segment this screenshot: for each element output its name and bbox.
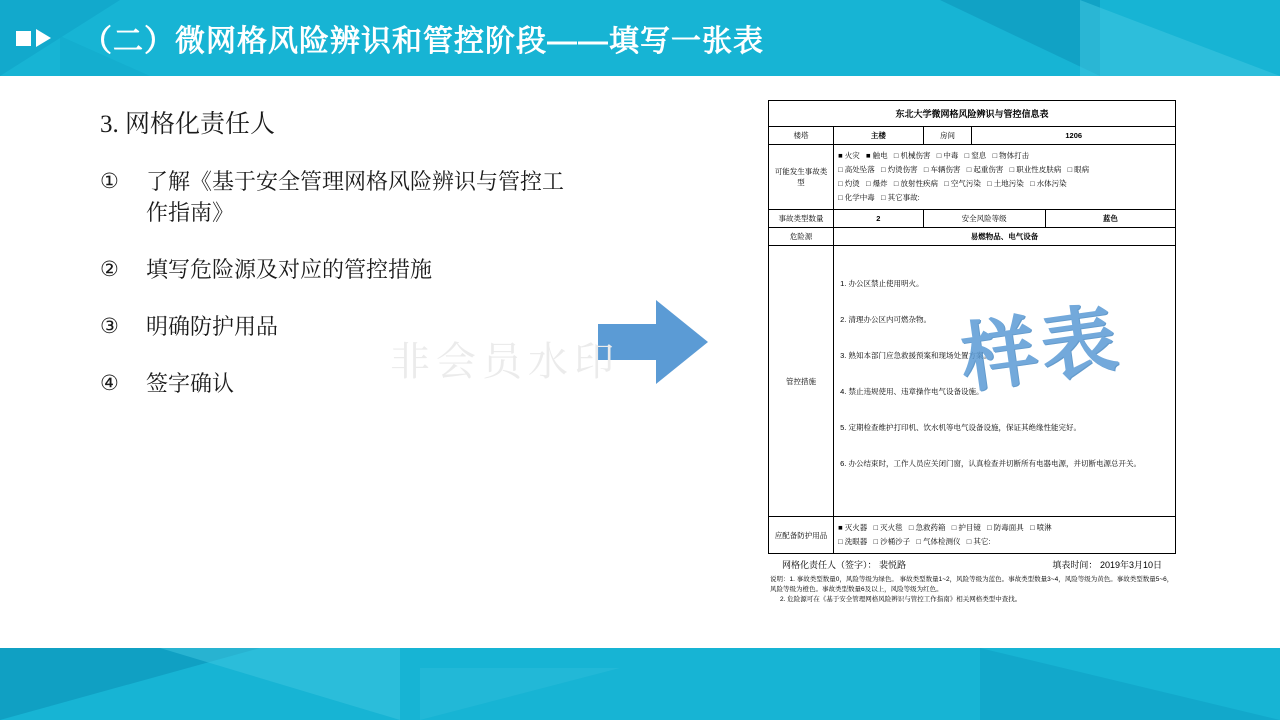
checkbox-water-pollution[interactable]: □ 水体污染 bbox=[1030, 179, 1067, 188]
accident-row-4 bbox=[838, 192, 1171, 204]
checkbox-ppe-other[interactable]: □ 其它: bbox=[966, 537, 991, 546]
checkbox-object-strike[interactable]: □ 物体打击 bbox=[992, 151, 1030, 160]
risk-info-table bbox=[768, 100, 1176, 554]
table-row bbox=[769, 210, 1176, 228]
room-value: 1206 bbox=[972, 127, 1176, 145]
accident-row-3 bbox=[838, 178, 1171, 190]
list-item-label: 了解《基于安全管理网格风险辨识与管控工作指南》 bbox=[146, 169, 565, 225]
checkbox-first-aid-kit[interactable]: □ 急救药箱 bbox=[908, 523, 946, 532]
list-item bbox=[100, 166, 580, 228]
checkbox-vehicle[interactable]: □ 车辆伤害 bbox=[923, 165, 961, 174]
measure-item-5: 5. 定期检查维护打印机、饮水机等电气设备设施，保证其绝缘性能完好。 bbox=[840, 423, 1081, 432]
header-polygon-2 bbox=[940, 0, 1100, 76]
checkbox-lifting[interactable]: □ 起重伤害 bbox=[966, 165, 1004, 174]
signature-value: 裴悦路 bbox=[879, 560, 907, 570]
date-value: 2019年3月10日 bbox=[1099, 560, 1162, 570]
arrow-head bbox=[656, 300, 708, 384]
checkbox-sand-bucket[interactable]: □ 沙桶沙子 bbox=[873, 537, 911, 546]
accident-count-value: 2 bbox=[834, 210, 924, 228]
checkbox-fall[interactable]: □ 高处坠落 bbox=[838, 165, 875, 174]
list-item-label: 填写危险源及对应的管控措施 bbox=[146, 257, 433, 282]
checkbox-shower[interactable]: □ 喷淋 bbox=[1030, 523, 1052, 532]
footer-polygon-3 bbox=[980, 648, 1280, 720]
checkbox-eye-wash[interactable]: □ 洗眼器 bbox=[838, 537, 868, 546]
checkbox-air-pollution[interactable]: □ 空气污染 bbox=[944, 179, 981, 188]
checkbox-suffocate[interactable]: □ 窒息 bbox=[964, 151, 987, 160]
ppe-label: 应配备防护用品 bbox=[769, 517, 834, 554]
play-triangle-icon bbox=[36, 29, 51, 47]
table-row bbox=[769, 228, 1176, 246]
table-row bbox=[769, 145, 1176, 210]
checkbox-burn-injury[interactable]: □ 灼烫伤害 bbox=[881, 165, 918, 174]
list-item-number: ④ bbox=[100, 371, 119, 395]
checkbox-explosion[interactable]: □ 爆炸 bbox=[866, 179, 888, 188]
measure-item-1: 1. 办公区禁止使用明火。 bbox=[840, 279, 924, 288]
form-table-container bbox=[768, 100, 1176, 605]
slide-footer-band bbox=[0, 648, 1280, 720]
checkbox-fire[interactable]: ■ 火灾 bbox=[838, 151, 860, 160]
measure-item-6: 6. 办公结束时，工作人员应关闭门窗，认真检查并切断所有电器电源，并切断电源总开关。 bbox=[840, 459, 1141, 468]
signature-row bbox=[768, 558, 1176, 571]
header-polygon-3 bbox=[1080, 0, 1280, 76]
checkbox-skin-disease[interactable]: □ 职业性皮肤病 bbox=[1009, 165, 1062, 174]
risk-level-value: 蓝色 bbox=[1045, 210, 1175, 228]
table-row bbox=[769, 517, 1176, 554]
sample-stamp-text: 样表 bbox=[955, 297, 1127, 403]
control-measures-label: 管控措施 bbox=[769, 246, 834, 517]
note-line-1: 说明：1. 事故类型数量0，风险等级为绿色。 事故类型数量1~2，风险等级为蓝色。事故类型数量3~4，风险等级为黄色。事故类型数量5~6，风险等级为橙色。事故类型数量6及以上，风险等级为红色。 bbox=[770, 576, 1174, 593]
signature-block bbox=[782, 558, 906, 571]
checkbox-gas-mask[interactable]: □ 防毒面具 bbox=[987, 523, 1024, 532]
footer-polygon-2 bbox=[160, 648, 400, 720]
accident-count-label: 事故类型数量 bbox=[769, 210, 834, 228]
list-item-label: 签字确认 bbox=[146, 371, 235, 396]
checkbox-eye-disease[interactable]: □ 眼病 bbox=[1067, 165, 1090, 174]
ppe-checklist bbox=[834, 517, 1176, 554]
page-title: （二）微网格风险辨识和管控阶段——填写一张表 bbox=[82, 25, 764, 58]
building-label: 楼塔 bbox=[769, 127, 834, 145]
measure-item-4: 4. 禁止违规使用、违章操作电气设备设施。 bbox=[840, 387, 984, 396]
accident-row-1 bbox=[838, 150, 1171, 162]
accident-type-label: 可能发生事故类型 bbox=[769, 145, 834, 210]
table-row bbox=[769, 246, 1176, 517]
section-lead: 3. 网格化责任人 bbox=[100, 111, 276, 138]
room-label: 房间 bbox=[923, 127, 972, 145]
risk-level-label: 安全风险等级 bbox=[923, 210, 1045, 228]
date-label: 填表时间： bbox=[1052, 560, 1098, 570]
list-item-label: 明确防护用品 bbox=[146, 314, 279, 339]
table-notes bbox=[768, 575, 1176, 605]
table-row bbox=[769, 127, 1176, 145]
table-row bbox=[769, 101, 1176, 127]
list-item bbox=[100, 254, 580, 285]
building-value: 主楼 bbox=[834, 127, 924, 145]
ppe-row-1 bbox=[838, 522, 1171, 534]
control-measures-value bbox=[834, 246, 1176, 517]
measure-item-3: 3. 熟知本部门应急救援预案和现场处置方案。 bbox=[840, 351, 991, 360]
list-item-number: ① bbox=[100, 169, 119, 193]
list-item-number: ② bbox=[100, 257, 119, 281]
checkbox-chemical-poison[interactable]: □ 化学中毒 bbox=[838, 193, 875, 202]
square-icon bbox=[16, 31, 31, 46]
signature-label: 网格化责任人（签字）： bbox=[782, 560, 877, 570]
checkbox-scald[interactable]: □ 灼烫 bbox=[838, 179, 860, 188]
checkbox-goggles[interactable]: □ 护目镜 bbox=[951, 523, 981, 532]
note-line-2: 2. 危险源可在《基于安全管理网格风险辨识与管控工作指南》相关网格类型中查找。 bbox=[780, 596, 1022, 603]
ppe-row-2 bbox=[838, 536, 1171, 548]
checkbox-fire-blanket[interactable]: □ 灭火毯 bbox=[873, 523, 903, 532]
hazard-source-label: 危险源 bbox=[769, 228, 834, 246]
checkbox-gas-detector[interactable]: □ 气体检测仪 bbox=[916, 537, 961, 546]
checkbox-extinguisher[interactable]: ■ 灭火器 bbox=[838, 523, 868, 532]
checkbox-soil-pollution[interactable]: □ 土地污染 bbox=[987, 179, 1024, 188]
watermark-text: 非会员水印 bbox=[390, 339, 620, 384]
checkbox-electric[interactable]: ■ 触电 bbox=[866, 151, 888, 160]
date-block bbox=[1052, 558, 1162, 571]
table-title: 东北大学微网格风险辨识与管控信息表 bbox=[769, 101, 1176, 127]
checkbox-mechanical[interactable]: □ 机械伤害 bbox=[893, 151, 931, 160]
header-bullet-icon bbox=[16, 26, 62, 50]
footer-polygon-4 bbox=[420, 668, 620, 720]
checkbox-other-accident[interactable]: □ 其它事故: bbox=[881, 193, 920, 202]
checkbox-radiation[interactable]: □ 放射性疾病 bbox=[893, 179, 939, 188]
measure-item-2: 2. 清理办公区内可燃杂物。 bbox=[840, 315, 931, 324]
accident-row-2 bbox=[838, 164, 1171, 176]
hazard-source-value: 易燃物品、电气设备 bbox=[834, 228, 1176, 246]
list-item-number: ③ bbox=[100, 314, 119, 338]
checkbox-poison[interactable]: □ 中毒 bbox=[936, 151, 959, 160]
accident-type-checklist bbox=[834, 145, 1176, 210]
